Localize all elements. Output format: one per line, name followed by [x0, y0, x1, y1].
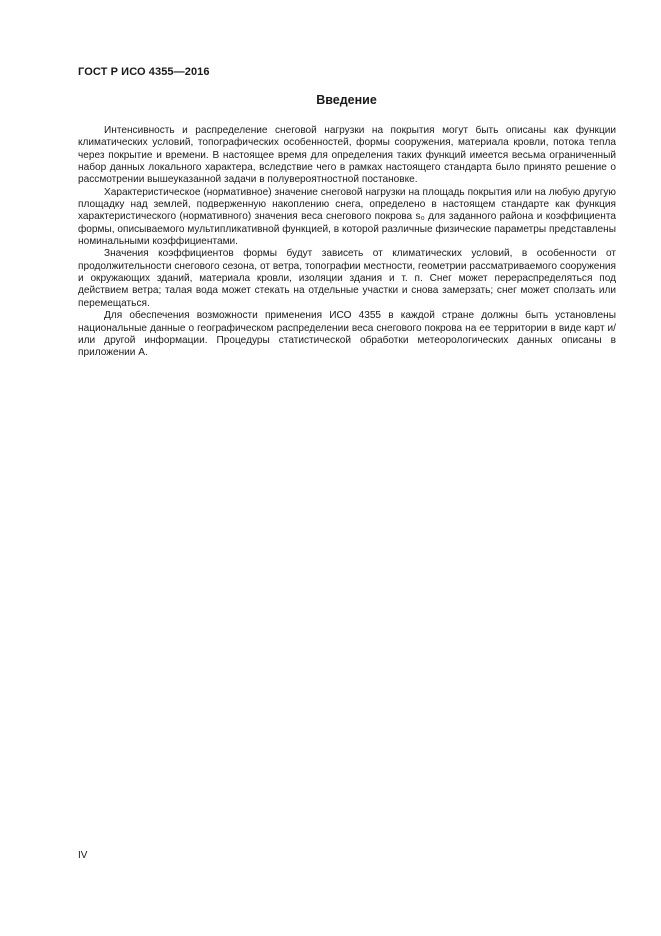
paragraph-2: Характеристическое (нормативное) значение снеговой нагрузки на площадь покрытия или на любую другую площадку над землей, подверженную накоплению снега, определено в настоящем стандарте как функция характеристического (нормативного) значения веса снегового покрова s₀ для заданного района и коэффициента формы, описываемого мультипликативной функцией, в которой различные физические параметры представлены номинальными коэффициентами.: [78, 186, 616, 248]
section-title-text: Введение: [316, 93, 377, 107]
standard-designation: ГОСТ Р ИСО 4355—2016: [78, 66, 210, 78]
paragraph-4: Для обеспечения возможности применения ИСО 4355 в каждой стране должны быть установлены национальные данные о географическом распределении веса снегового покрова на ее территории в виде карт и/или другой информации. Процедуры статистической обработки метеорологических данных описаны в приложении А.: [78, 310, 616, 359]
paragraph-1: Интенсивность и распределение снеговой нагрузки на покрытия могут быть описаны как функции климатических условий, топографических особенностей, формы сооружения, материала кровли, потока тепла через покрытие и времени. В настоящее время для определения таких функций имеется весьма ограниченный набор данных локального характера, вследствие чего в рамках настоящего стандарта было принято решение о рассмотрении вышеуказанной задачи в полувероятностной постановке.: [78, 125, 616, 186]
paragraph-3: Значения коэффициентов формы будут зависеть от климатических условий, в особенности от продолжительности снегового сезона, от ветра, топографии местности, геометрии рассматриваемого сооружения и окружающих зданий, материала кровли, изоляции здания и т. п. Снег может перераспределяться под действием ветра; талая вода может стекать на отдельные участки и снова замерзать; снег может сползать или перемещаться.: [78, 248, 616, 309]
introduction-body: [78, 125, 616, 360]
page-number: IV: [78, 850, 88, 861]
section-title: [0, 93, 661, 107]
